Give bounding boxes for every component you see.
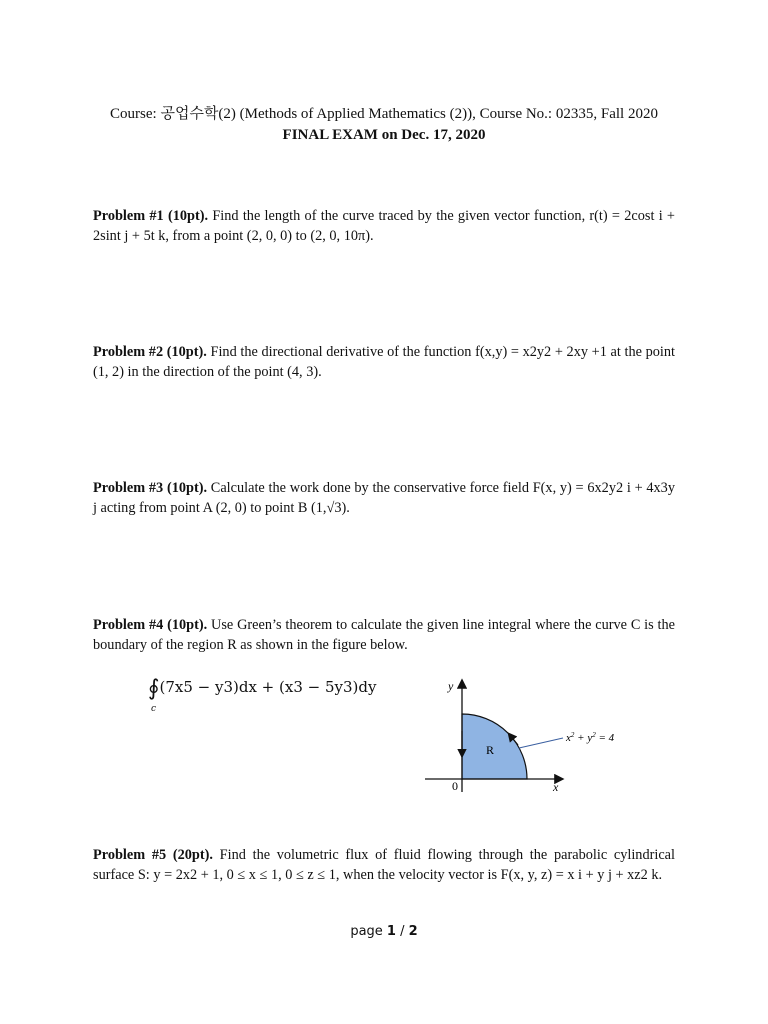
problem-4-heading: Problem #4 (10pt). [93,617,208,633]
integral-expression: (7x5 − y3)dx + (x3 − 5y3)dy [159,678,377,696]
course-line: Course: 공업수학(2) (Methods of Applied Mathematics (2)), Course No.: 02335, Fall 2020 [110,106,658,122]
problem-2-heading: Problem #2 (10pt). [93,344,207,360]
y-axis-label: y [448,679,454,693]
region-label: R [486,743,495,757]
problem-4 [93,615,675,655]
page-current: 1 [386,924,396,939]
problem-5-heading: Problem #5 (20pt). [93,847,213,863]
region-figure [420,676,650,796]
curve-label: $x^2 + y^2 = 4$ [566,731,615,744]
page-total: 2 [408,924,418,939]
curve-leader [519,738,563,748]
problem-2 [93,342,675,382]
origin-label: 0 [452,779,458,793]
problem-1 [93,206,675,246]
x-axis-label: x [553,780,559,794]
page-footer [0,924,768,939]
line-integral [148,676,377,714]
problem-3 [93,478,675,518]
page-prefix: page [350,924,387,939]
exam-header [0,104,768,146]
problem-3-heading: Problem #3 (10pt). [93,480,208,496]
problem-1-text: Find the length of the curve traced by the given vector function, r(t) = 2cost i + 2sint j + 5t k, from a point (2, 0, 0) to (2, 0, 10π). [93,208,675,244]
contour-integral-icon: ∮ [148,676,160,701]
region-r [462,714,527,779]
problem-2-text: Find the directional derivative of the function f(x,y) = x2y2 + 2xy +1 at the point (1, 2) in the direction of the point (4, 3). [93,344,675,380]
page-separator: / [395,924,409,939]
region-diagram [420,676,650,796]
problem-5 [93,845,675,885]
problem-1-heading: Problem #1 (10pt). [93,208,209,224]
problem-3-text: Calculate the work done by the conservative force field F(x, y) = 6x2y2 i + 4x3y j acting from point A (2, 0) to point B (1,√3). [93,480,675,516]
contour-label: c [151,704,157,714]
exam-title: FINAL EXAM on Dec. 17, 2020 [282,127,486,143]
problem-5-text: Find the volumetric flux of fluid flowing through the parabolic cylindrical surface S: y = 2x2 + 1, 0 ≤ x ≤ 1, 0 ≤ z ≤ 1, when the velocity vector is F(x, y, z) = x i + y j + xz2 k. [93,847,675,883]
problem-4-text: Use Green’s theorem to calculate the given line integral where the curve C is the boundary of the region R as shown in the figure below. [93,617,676,653]
